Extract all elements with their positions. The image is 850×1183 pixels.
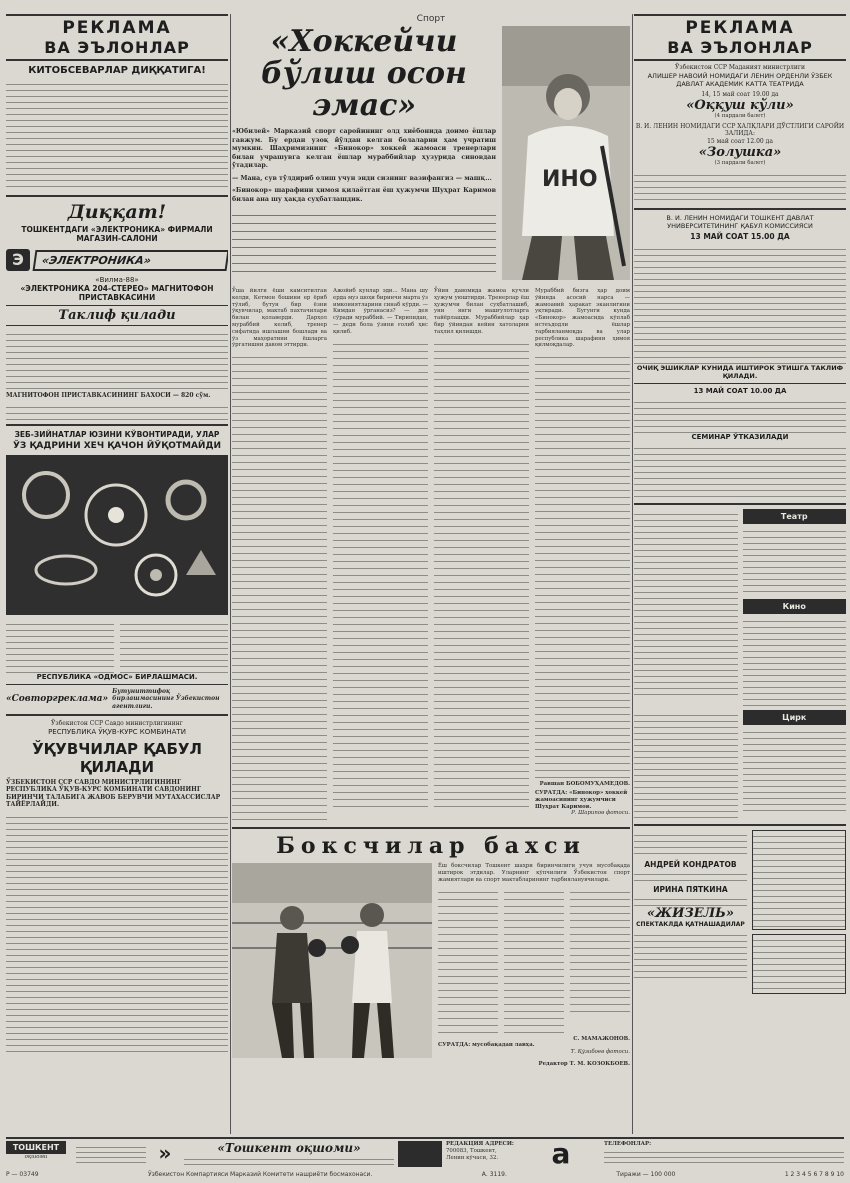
jewelry-illustration: [6, 455, 228, 615]
show2-date: 15 май соат 12.00 да: [707, 137, 773, 145]
article-intro: «Юбилей» Марказий спорт саройининг олд хиёбонида доимо ёшлар гавжум. Бу ердан узоқ йўлдан келган болаларни ҳам учратиш мумкин. Шаҳримизнинг «Бинокор» хоккей жамоаси тренерлари билан учрашувга келган ёшлар мураббийлар ҳузурида синовдан ўтадилар.: [232, 128, 496, 169]
divider: [634, 383, 846, 384]
show1-title: «Оққуш кўли»: [686, 98, 794, 113]
article-title: «Хоккейчи бўлиш осон эмас»: [261, 24, 467, 123]
imprint-numbers: 1 2 3 4 5 6 7 8 9 10: [784, 1171, 844, 1178]
address-block: [446, 1141, 516, 1167]
divider: [634, 208, 846, 210]
intro-continuation: [232, 208, 496, 278]
toshkent-logo-text: ТОШКЕНТ: [6, 1141, 66, 1154]
vertical-bars: [398, 1141, 442, 1167]
boxing-illustration: [232, 863, 432, 1058]
photo-caption: СУРАТДА: «Бинокор» хоккей жамоасининг ҳужумчиси Шуҳрат Каримов.: [535, 789, 628, 810]
editor: Редактор Т. М. КОЗОКБОЕВ.: [538, 1061, 630, 1068]
hockey-player-photo: [502, 26, 630, 280]
show2-title: «Золушка»: [698, 145, 782, 161]
imprint-tirazh: Тиражи — 100 000: [616, 1171, 676, 1178]
respublika-kombinat: РЕСПУБЛИКА ЎҚУВ-КУРС КОМБИНАТИ: [48, 727, 186, 736]
uquvchilar-heading: ЎҚУВЧИЛАР ҚАБУЛ ҚИЛАДИ: [32, 739, 202, 776]
diqqat-heading: Диққат!: [67, 201, 167, 223]
pyatkina: ИРИНА ПЯТКИНА: [653, 885, 728, 895]
university: В. И. ЛЕНИН НОМИДАГИ ТОШКЕНТ ДАВЛАТ УНИВЕРСИТЕТИНИНГ ҚАБУЛ КОМИССИЯСИ: [666, 214, 814, 231]
jizel-block: [634, 830, 846, 994]
university-date: 13 МАЙ СОАТ 15.00 ДА: [690, 232, 790, 242]
arrow-mark: »: [158, 1141, 172, 1165]
seminar-intro: [634, 397, 846, 433]
kitobsevarlar-text: [6, 79, 228, 191]
taklif-text: [6, 329, 228, 389]
column-divider: [632, 14, 633, 1134]
listings-left: [634, 509, 738, 699]
elektronika-shop: ТОШКЕНТДАГИ «ЭЛЕКТРОНИКА» ФИРМАЛИ МАГАЗИН-САЛОНИ: [21, 225, 213, 243]
boxing-caption: СУРАТДА: мусобақадан лавҳа.: [438, 1042, 535, 1049]
column-divider: [230, 14, 231, 1134]
uquvchilar-body: ЎЗБЕКИСТОН ССР САВДО МИНИСТРЛИГИНИНГ РЕСПУБЛИКА ЎҚУВ-КУРС КОМБИНАТИ САВДОНИНГ БИРИНЧИ ТАЛАБИГА ЖАВОБ БЕРУВЧИ МУТАХАССИСЛАР ТАЙЁРЛАЙДИ.: [6, 778, 221, 808]
open-day: ОЧИҚ ЭШИКЛАР КУНИДА ИШТИРОК ЭТИШГА ТАКЛИФ ҚИЛАДИ.: [636, 364, 844, 381]
article-col4: Мураббий бизга ҳар доим ўйинда асосий нарса — жамоавий ҳаракат эканлигини уқтиради. Бугунги кунда «Бинокор» жамоасида кўплаб истеъдодли ёшлар тарбияланмоқда ва улар республика шарафини ҳимоя қилмоқдалар.: [535, 288, 630, 349]
toshkent-logo-sub: оқшоми: [24, 1154, 48, 1160]
imprint-left: Р — 03749: [6, 1171, 39, 1178]
divider: [6, 714, 228, 716]
paper-name: «Тошкент оқшоми»: [217, 1141, 361, 1155]
left-column: [6, 14, 228, 1134]
theatre-text: [634, 170, 846, 204]
respublika-odmos: РЕСПУБЛИКА «ОДМОС» БИРЛАШМАСИ.: [36, 672, 198, 681]
divider: [634, 824, 846, 826]
address: 700083, Тошкент, Ленин кўчаси, 32.: [446, 1147, 499, 1161]
rubric: Спорт: [416, 14, 446, 24]
elektronika-logo: «ЭЛЕКТРОНИКА»: [33, 250, 228, 271]
sovtorgreklama-block: [6, 688, 228, 711]
telefon-block: [604, 1141, 844, 1167]
redaksiya-label: РЕДАКЦИЯ АДРЕСИ:: [446, 1141, 514, 1147]
boxing-author: С. МАМАЖОНОВ.: [573, 1035, 630, 1042]
show2-note: (3 пардали балет): [714, 160, 766, 167]
listings-block: [634, 509, 846, 706]
theatre1: АЛИШЕР НАВОИЙ НОМИДАГИ ЛЕНИН ОРДЕНЛИ ЎЗБЕК ДАВЛАТ АКАДЕМИК КАТТА ТЕАТРИДА: [647, 71, 833, 88]
article-author: Равшан БОБОМУҲАМЕДОВ.: [539, 781, 630, 788]
lower-listings: [634, 710, 846, 820]
jizel-title: «ЖИЗЕЛЬ»: [646, 906, 734, 922]
masthead-footer: [6, 1137, 844, 1169]
imprint-line: [6, 1171, 844, 1178]
reklama-title: РЕКЛАМА: [6, 14, 228, 38]
article-quote1: — Мана, сув тўлдириб олиш учун энди сизнинг вазифангиз — машқ...: [232, 174, 492, 182]
jewelry-photo: [6, 455, 228, 615]
divider: [6, 195, 228, 197]
kitobsevarlar-heading: КИТОБСЕВАРЛАР ДИҚҚАТИГА!: [28, 65, 206, 76]
imprint-center: Ўзбекистон Компартияси Марказий Комитети нашриёти босмахонаси.: [148, 1171, 373, 1178]
uquvchilar-text: [6, 812, 228, 1052]
right-column: [634, 14, 846, 1134]
elektronika-logo-block: [6, 249, 228, 271]
reklama-header-right: [634, 14, 846, 61]
va-elonlar-title: ВА ЭЪЛОНЛАР: [6, 38, 228, 61]
article-columns: [232, 288, 630, 821]
seminar-text: [634, 443, 846, 499]
butunittifoq: Бутуниттифоқ бирлашмасининг Ўзбекистон агентлиги.: [112, 687, 220, 710]
university-text: [634, 244, 846, 364]
boxing-photo: [232, 863, 432, 1058]
boxing-block: [232, 863, 630, 1058]
divider: [634, 503, 846, 505]
jewelry-text-block: [6, 619, 228, 673]
svg-text:ИНО: ИНО: [542, 167, 598, 192]
teatr-listings: [743, 526, 847, 596]
boxed-notice: [752, 830, 846, 930]
toshkent-logo: [6, 1141, 66, 1167]
sovtorgreklama: «Совторгреклама»: [6, 693, 109, 704]
tsirk-label: Цирк: [743, 710, 847, 725]
spektakl: СПЕКТАКЛДА ҚАТНАШАДИЛАР: [636, 921, 745, 929]
oz-qadrini-heading: ЎЗ ҚАДРИНИ ХЕЧ ҚАЧОН ЙЎҚОТМАЙДИ: [12, 440, 221, 451]
stereo-line: «ЭЛЕКТРОНИКА 204-СТЕРЕО» МАГНИТОФОН: [20, 284, 214, 293]
show1-note: (4 пардали балет): [714, 113, 766, 119]
reklama-title-right: РЕКЛАМА: [634, 14, 846, 38]
kino-listings: [743, 616, 847, 706]
boxing-body: Ёш боксчилар Тошкент шаҳри биринчилиги учун мусобақада иштирок этдилар. Уларнинг кўпчилиги Ўзбекистон спорт жамиятлари ва спорт мактабларининг тарбияланувчилари.: [438, 863, 630, 883]
reklama-header: [6, 14, 228, 61]
imprint-order: А. 3119.: [481, 1171, 507, 1178]
teatr-label: Театр: [743, 509, 847, 524]
magnitofon-price: МАГНИТОФОН ПРИСТАВКАСИНИНГ БАХОСИ — 820 сўм.: [6, 392, 211, 399]
hockey-top: [232, 26, 630, 280]
elektronika-e-icon: Э: [6, 249, 30, 271]
kino-label: Кино: [743, 599, 847, 614]
savdo-ministry: Ўзбекистон ССР Савдо министрлигининг: [51, 720, 183, 727]
article-quote2: «Бинокор» шарафини ҳимоя қилаётган ёш ҳужумчи Шуҳрат Каримов билан ана шу ҳақда суҳбатлашдик.: [232, 187, 496, 203]
shop-address: [6, 402, 228, 420]
boxed-notice-2: [752, 934, 846, 994]
taklif-heading: Таклиф қилади: [6, 305, 228, 326]
pristavka-line: ПРИСТАВКАСИНИ: [78, 293, 156, 302]
va-elonlar-title-right: ВА ЭЪЛОНЛАР: [634, 38, 846, 61]
ministry: Ўзбекистон ССР Маданият министрлиги: [675, 64, 805, 71]
show1-date: 14, 15 май соат 19.00 да: [701, 90, 779, 98]
divider: [232, 827, 630, 829]
zeb-ziynat-heading: ЗЕБ-ЗИЙНАТЛАР ЮЗИНИ КЎВОНТИРАДИ, УЛАР: [14, 429, 220, 439]
telefon-label: ТЕЛЕФОНЛАР:: [604, 1141, 652, 1147]
vilma-model: «Вилма-88»: [95, 276, 139, 284]
seminar-date: 13 МАЙ СОАТ 10.00 ДА: [693, 387, 787, 396]
boxing-title: Боксчилар бахси: [276, 833, 586, 860]
article-col3: Ўйин давомида жамоа кучли ҳужум уюштирди. Тренерлар ёш ҳужумчи билан суҳбатлашиб, уни янги машғулотларга тайёрлашди. Мураббийлар ҳар бир ўйиндан кейин хатоларни таҳлил қилишди.: [434, 288, 529, 335]
divider: [6, 684, 228, 685]
photo-credit: Р. Шарипов фотоси.: [571, 810, 630, 817]
boxing-credit: Т. Қўзибоев фотоси.: [570, 1049, 630, 1056]
paper-name-block: [184, 1141, 394, 1167]
seminar-heading: СЕМИНАР ЎТКАЗИЛАДИ: [691, 433, 789, 442]
article-col2: Ажойиб кунлар эди... Мана шу ерда муз шоҳи биринчи марта ўз имкониятларини синаб кўрди. — Кимдан ўрганасиз? — дея сўради мураббий. — Тирипидан, — деди бола ўзини ғолиб ҳис қилиб.: [333, 288, 428, 335]
kondratov: АНДРЕЙ КОНДРАТОВ: [644, 860, 737, 870]
show2-theatre: В. И. ЛЕНИН НОМИДАГИ ССР ХАЛҚЛАРИ ДЎСТЛИГИ САРОЙИ ЗАЛИДА:: [635, 122, 845, 138]
hockey-player-illustration: [502, 26, 630, 280]
center-column: [232, 14, 630, 1134]
divider: [6, 424, 228, 426]
a-mark: а: [551, 1137, 571, 1170]
article-col1: Ўша йилги ёши камситилган келди, Кетмон бошини ер ёриб тўлиб, бутун бир ёзни ўқувчилар, мактаб пахтачилари билан қолаверди. Дарҳол мураббий келиб, тренер сифатида ишлашни бошлади ва ўз маҳоратини ёшларга ўргатишни давом эттирди.: [232, 288, 327, 349]
